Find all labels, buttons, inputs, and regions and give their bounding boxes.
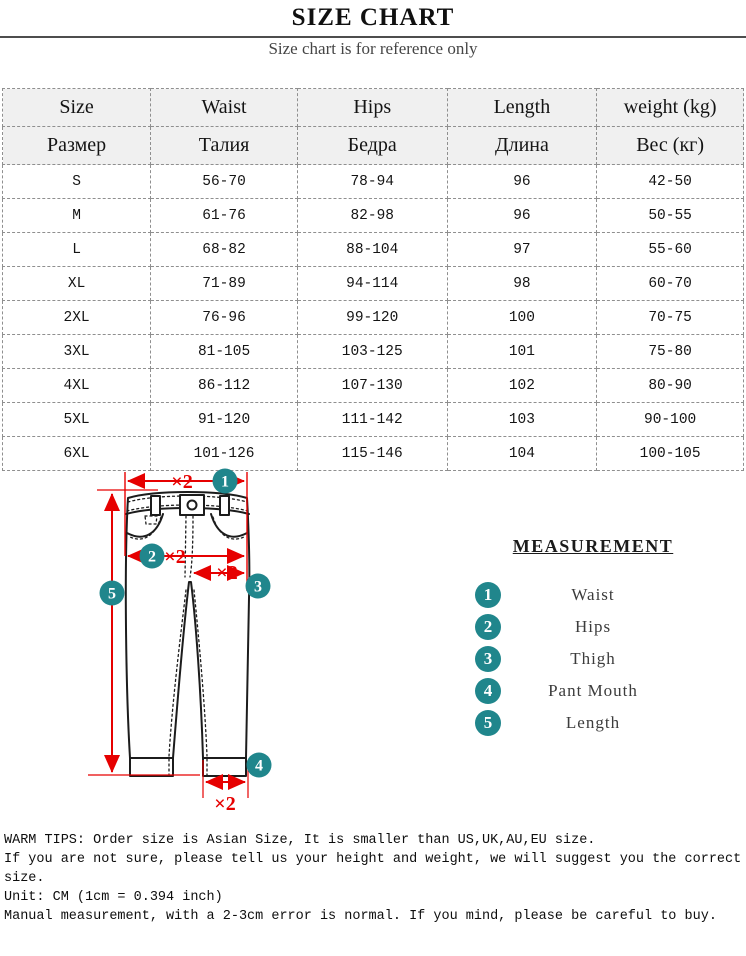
legend-label-hips: Hips	[574, 617, 612, 636]
badge-1-number: 1	[221, 473, 229, 491]
header-waist-en: Waist	[151, 89, 298, 127]
belt-loop-right	[220, 496, 229, 515]
header-length-en: Length	[447, 89, 597, 127]
thigh-scale-label: ×2	[216, 562, 238, 584]
table-row	[3, 369, 744, 403]
length-cell: 97	[447, 233, 597, 267]
hips-cell: 111-142	[297, 403, 447, 437]
waist-scale-label: ×2	[171, 471, 193, 493]
badge-5-number: 5	[108, 585, 116, 603]
table-header-row-en	[3, 89, 744, 127]
tips-line-4: Manual measurement, with a 2-3cm error is normal. If you mind, please be careful to buy.	[4, 909, 717, 924]
button-icon	[188, 501, 197, 510]
size-cell: S	[3, 165, 151, 199]
legend-item-hips	[440, 614, 746, 640]
page-title: SIZE CHART	[291, 4, 455, 31]
pants-measurement-diagram	[60, 460, 380, 822]
length-cell: 102	[447, 369, 597, 403]
badge-2-number: 2	[148, 548, 156, 566]
length-cell: 100	[447, 301, 597, 335]
legend-label-thigh: Thigh	[570, 649, 616, 668]
length-cell: 103	[447, 403, 597, 437]
length-cell: 96	[447, 199, 597, 233]
length-cell: 96	[447, 165, 597, 199]
hips-cell: 94-114	[297, 267, 447, 301]
legend-badge-2: 2	[475, 614, 501, 640]
header-hips-en: Hips	[297, 89, 447, 127]
tips-line-2: If you are not sure, please tell us your height and weight, we will suggest you the correct size.	[4, 852, 742, 886]
waist-cell: 81-105	[151, 335, 298, 369]
hips-scale-label: ×2	[164, 546, 186, 568]
pants-diagram-svg	[60, 460, 380, 822]
header-size-en: Size	[3, 89, 151, 127]
tips-line-1: WARM TIPS: Order size is Asian Size, It is smaller than US,UK,AU,EU size.	[4, 833, 596, 848]
legend-badge-5: 5	[475, 710, 501, 736]
size-cell: 5XL	[3, 403, 151, 437]
hips-cell: 107-130	[297, 369, 447, 403]
tips-line-3: Unit: CM (1cm = 0.394 inch)	[4, 890, 223, 905]
pants-outline	[126, 492, 250, 758]
size-cell: 3XL	[3, 335, 151, 369]
weight-cell: 100-105	[597, 437, 744, 471]
waist-cell: 61-76	[151, 199, 298, 233]
weight-cell: 55-60	[597, 233, 744, 267]
size-cell: 2XL	[3, 301, 151, 335]
weight-cell: 42-50	[597, 165, 744, 199]
legend-badge-4: 4	[475, 678, 501, 704]
cuff-left	[130, 758, 173, 776]
hips-cell: 103-125	[297, 335, 447, 369]
hips-cell: 115-146	[297, 437, 447, 471]
table-row	[3, 199, 744, 233]
legend-item-thigh	[440, 646, 746, 672]
legend-label-length: Length	[565, 713, 621, 732]
length-cell: 101	[447, 335, 597, 369]
weight-cell: 50-55	[597, 199, 744, 233]
header-weight-ru: Вес (кг)	[597, 127, 744, 165]
size-cell: L	[3, 233, 151, 267]
badge-4-number: 4	[255, 757, 263, 775]
waist-cell: 71-89	[151, 267, 298, 301]
legend-item-length	[440, 710, 746, 736]
weight-cell: 60-70	[597, 267, 744, 301]
belt-loop-left	[151, 496, 160, 515]
size-cell: 4XL	[3, 369, 151, 403]
waist-cell: 56-70	[151, 165, 298, 199]
weight-cell: 70-75	[597, 301, 744, 335]
waist-cell: 101-126	[151, 437, 298, 471]
size-cell: XL	[3, 267, 151, 301]
waist-cell: 86-112	[151, 369, 298, 403]
pants-drawing	[126, 492, 250, 776]
hips-cell: 78-94	[297, 165, 447, 199]
header-length-ru: Длина	[447, 127, 597, 165]
hips-cell: 82-98	[297, 199, 447, 233]
size-cell: M	[3, 199, 151, 233]
legend-label-waist: Waist	[571, 585, 615, 604]
table-row	[3, 267, 744, 301]
table-row	[3, 403, 744, 437]
legend-badge-3: 3	[475, 646, 501, 672]
waist-cell: 76-96	[151, 301, 298, 335]
table-row	[3, 233, 744, 267]
header-weight-en: weight (kg)	[597, 89, 744, 127]
legend-label-pant-mouth: Pant Mouth	[548, 681, 638, 700]
table-header-row-ru	[3, 127, 744, 165]
length-cell: 104	[447, 437, 597, 471]
page-subtitle: Size chart is for reference only	[268, 39, 478, 58]
table-row	[3, 301, 744, 335]
table-row	[3, 335, 744, 369]
legend-item-pant-mouth	[440, 678, 746, 704]
warm-tips	[4, 831, 744, 926]
measurement-legend	[440, 532, 746, 762]
waist-cell: 91-120	[151, 403, 298, 437]
size-cell: 6XL	[3, 437, 151, 471]
cuff-right	[203, 758, 246, 776]
weight-cell: 90-100	[597, 403, 744, 437]
waist-cell: 68-82	[151, 233, 298, 267]
mouth-scale-label: ×2	[214, 793, 236, 815]
header-waist-ru: Талия	[151, 127, 298, 165]
legend-item-waist	[440, 582, 746, 608]
header-hips-ru: Бедра	[297, 127, 447, 165]
legend-badge-1: 1	[475, 582, 501, 608]
badge-3-number: 3	[254, 578, 262, 596]
weight-cell: 75-80	[597, 335, 744, 369]
hips-cell: 99-120	[297, 301, 447, 335]
table-row	[3, 165, 744, 199]
hips-cell: 88-104	[297, 233, 447, 267]
weight-cell: 80-90	[597, 369, 744, 403]
measurement-title: MEASUREMENT	[512, 536, 674, 556]
title-divider	[0, 36, 746, 38]
header-size-ru: Размер	[3, 127, 151, 165]
size-table	[2, 88, 744, 471]
length-cell: 98	[447, 267, 597, 301]
